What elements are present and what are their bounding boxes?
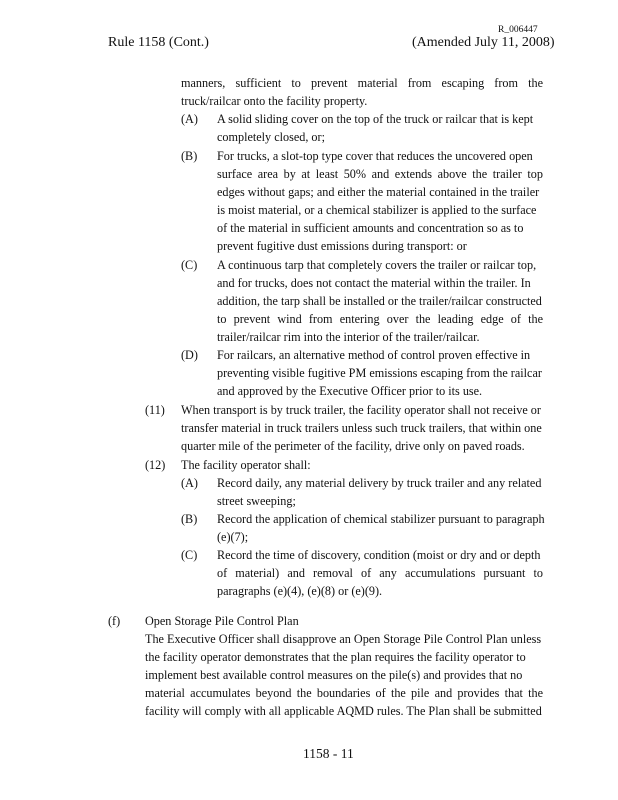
- item-12a-line: Record daily, any material delivery by truck trailer and any related: [217, 476, 542, 490]
- item-12b-line: (e)(7);: [217, 530, 249, 544]
- item-b-line: surface area by at least 50% and extends above the trailer top: [217, 167, 543, 181]
- item-d-label: (D): [181, 348, 198, 362]
- item-b-line: prevent fugitive dust emissions during transport: or: [217, 239, 467, 253]
- item-b-line: is moist material, or a chemical stabilizer is applied to the surface: [217, 203, 537, 217]
- intro-line-1: manners, sufficient to prevent material from escaping from the: [181, 76, 543, 90]
- section-f-line: The Executive Officer shall disapprove an Open Storage Pile Control Plan unless: [145, 632, 542, 646]
- item-11-line: When transport is by truck trailer, the facility operator shall not receive or: [181, 403, 541, 417]
- rule-title: Rule 1158 (Cont.): [108, 35, 209, 50]
- item-a-label: (A): [181, 112, 198, 126]
- item-11-label: (11): [145, 403, 165, 417]
- item-d-line: For railcars, an alternative method of control proven effective in: [217, 348, 531, 362]
- item-b-line: of the material in sufficient amounts and concentration so as to: [217, 221, 524, 235]
- amended-date: (Amended July 11, 2008): [412, 35, 555, 50]
- document-id: R_006447: [498, 25, 538, 35]
- item-11-line: transfer material in truck trailers unless such truck trailers, that within one: [181, 421, 542, 435]
- item-12-label: (12): [145, 458, 166, 472]
- item-12c-line: paragraphs (e)(4), (e)(8) or (e)(9).: [217, 584, 383, 598]
- page-number: 1158 - 11: [303, 746, 354, 761]
- section-f-label: (f): [108, 614, 121, 628]
- item-11-line: quarter mile of the perimeter of the facility, drive only on paved roads.: [181, 439, 525, 453]
- intro-line-2: truck/railcar onto the facility property.: [181, 94, 368, 108]
- item-d-line: preventing visible fugitive PM emissions escaping from the railcar: [217, 366, 542, 380]
- item-a-line: completely closed, or;: [217, 130, 325, 144]
- item-12a-label: (A): [181, 476, 198, 490]
- section-f-line: facility will comply with all applicable AQMD rules. The Plan shall be submitted: [145, 704, 542, 718]
- item-c-line: trailer/railcar rim into the interior of the trailer/railcar.: [217, 330, 480, 344]
- item-12c-label: (C): [181, 548, 198, 562]
- item-12b-line: Record the application of chemical stabilizer pursuant to paragraph: [217, 512, 545, 526]
- item-12-text: The facility operator shall:: [181, 458, 311, 472]
- item-12a-line: street sweeping;: [217, 494, 296, 508]
- item-12c-line: of material) and removal of any accumulations pursuant to: [217, 566, 543, 580]
- item-c-line: addition, the tarp shall be installed or the trailer/railcar constructed: [217, 294, 542, 308]
- item-b-label: (B): [181, 149, 198, 163]
- item-c-line: A continuous tarp that completely covers the trailer or railcar top,: [217, 258, 537, 272]
- item-c-label: (C): [181, 258, 198, 272]
- item-d-line: and approved by the Executive Officer prior to its use.: [217, 384, 483, 398]
- item-c-line: to prevent wind from entering over the leading edge of the: [217, 312, 543, 326]
- item-b-line: For trucks, a slot-top type cover that reduces the uncovered open: [217, 149, 533, 163]
- item-c-line: and for trucks, does not contact the material within the trailer. In: [217, 276, 531, 290]
- section-f-line: implement best available control measures on the pile(s) and provides that no: [145, 668, 523, 682]
- section-f-line: material accumulates beyond the boundaries of the pile and provides that the: [145, 686, 543, 700]
- item-a-line: A solid sliding cover on the top of the truck or railcar that is kept: [217, 112, 534, 126]
- section-f-line: the facility operator demonstrates that the plan requires the facility operator to: [145, 650, 526, 664]
- item-12b-label: (B): [181, 512, 198, 526]
- item-b-line: edges without gaps; and either the material contained in the trailer: [217, 185, 540, 199]
- section-f-heading: Open Storage Pile Control Plan: [145, 614, 299, 628]
- item-12c-line: Record the time of discovery, condition (moist or dry and or depth: [217, 548, 541, 562]
